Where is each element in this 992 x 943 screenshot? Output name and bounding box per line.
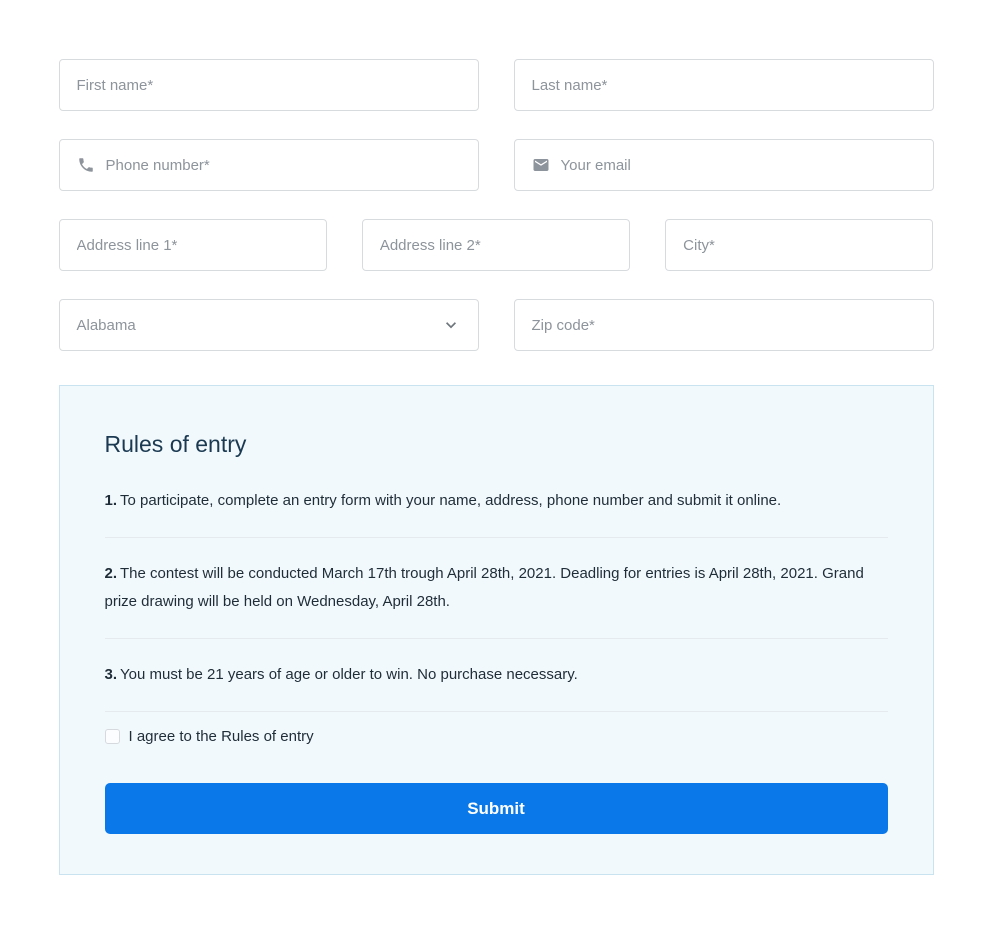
rule-item-3 [105, 639, 888, 712]
city-field-wrap [665, 219, 933, 271]
rule-item-1 [105, 487, 888, 538]
rule-text: You must be 21 years of age or older to win. No purchase necessary. [120, 666, 578, 683]
agree-checkbox[interactable] [105, 729, 120, 744]
form-row-contact [59, 139, 934, 191]
email-input[interactable] [561, 140, 916, 190]
email-icon [532, 156, 550, 174]
phone-field-wrap [59, 139, 479, 191]
rule-text: To participate, complete an entry form with your name, address, phone number and submit it online. [120, 492, 782, 509]
address-line-1-input[interactable] [77, 220, 309, 270]
rules-title: Rules of entry [104, 431, 247, 457]
phone-icon [77, 156, 95, 174]
email-field-wrap [514, 139, 934, 191]
zip-field-wrap [514, 299, 934, 351]
rule-text: The contest will be conducted March 17th trough April 28th, 2021. Deadling for entries is April 28th, 2021. Grand prize drawing will be held on Wednesday, April 28th. [104, 565, 864, 610]
submit-button[interactable]: Submit [105, 783, 888, 834]
chevron-down-icon [441, 315, 461, 335]
agree-label[interactable]: I agree to the Rules of entry [128, 728, 314, 745]
last-name-field-wrap [514, 59, 934, 111]
form-row-address [59, 219, 934, 271]
phone-input[interactable] [106, 140, 461, 190]
form-row-state-zip [59, 299, 934, 351]
agree-row [105, 728, 888, 745]
form-row-names [59, 59, 934, 111]
rule-number: 1. [104, 492, 118, 509]
last-name-input[interactable] [532, 60, 916, 110]
zip-code-input[interactable] [532, 300, 916, 350]
first-name-field-wrap [59, 59, 479, 111]
rules-of-entry-panel [59, 385, 934, 875]
rule-number: 2. [104, 565, 118, 582]
rule-item-2 [105, 538, 888, 639]
state-select-value: Alabama [76, 316, 136, 334]
address-line-2-input[interactable] [380, 220, 612, 270]
address2-field-wrap [362, 219, 630, 271]
rule-number: 3. [104, 666, 118, 683]
entry-form-page [59, 0, 934, 875]
first-name-input[interactable] [77, 60, 461, 110]
address1-field-wrap [59, 219, 327, 271]
state-select[interactable] [59, 299, 479, 351]
city-input[interactable] [683, 220, 915, 270]
